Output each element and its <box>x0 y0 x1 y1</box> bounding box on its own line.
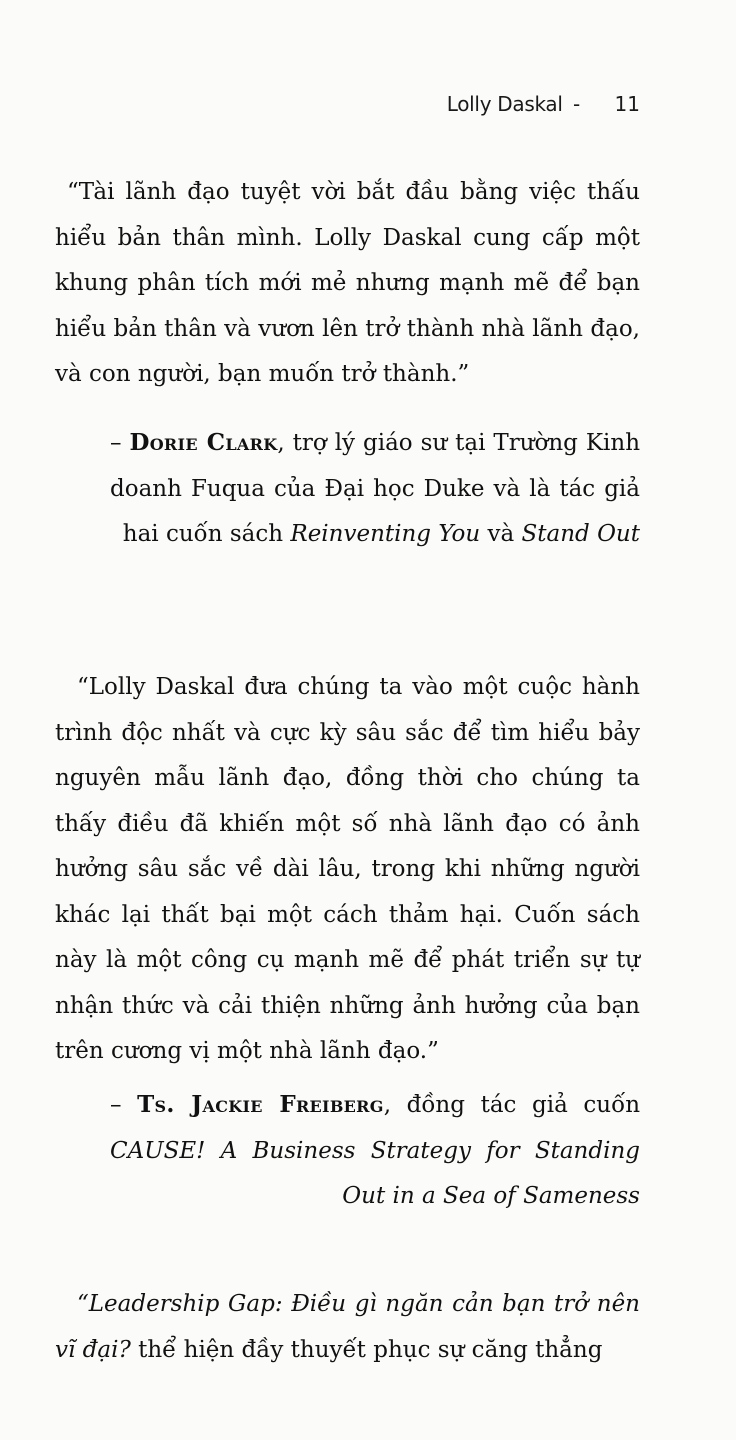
endorser-description: , đồng tác giả cuốn <box>383 1092 641 1118</box>
book-title: CAUSE! A Business Strategy for Standing Out in a Sea of Sameness <box>110 1137 640 1209</box>
book-title: Stand Out <box>521 521 640 547</box>
endorser-description: , trợ lý giáo sư tại Trường Kinh doanh Fuqua của Đại học Duke và là tác giả hai cuốn sách <box>110 430 641 547</box>
page-number: 11 <box>614 92 640 116</box>
header-separator: - <box>572 92 581 116</box>
book-title: “Leadership Gap: Điều gì ngăn cản bạn trở nên vĩ đại? <box>55 1291 640 1363</box>
endorsement-quote-1: “Tài lãnh đạo tuyệt vời bắt đầu bằng việc thấu hiểu bản thân mình. Lolly Daskal cung cấp một khung phân tích mới mẻ nhưng mạnh mẽ để bạn hiểu bản thân và vươn lên trở thành nhà lãnh đạo, và con người, bạn muốn trở thành.” <box>55 179 640 387</box>
book-title: Reinventing You <box>290 521 481 547</box>
endorsement-quote-3 <box>55 1282 640 1373</box>
attribution-dash: – <box>110 1092 138 1118</box>
conjunction: và <box>480 521 522 547</box>
running-header <box>0 92 640 116</box>
quote-text: thể hiện đầy thuyết phục sự căng thẳng <box>130 1336 603 1363</box>
endorsement-attribution-1 <box>110 420 640 558</box>
endorser-name: Dorie Clark <box>129 429 278 456</box>
endorsement-quote-2: “Lolly Daskal đưa chúng ta vào một cuộc hành trình độc nhất và cực kỳ sâu sắc để tìm hiểu bảy nguyên mẫu lãnh đạo, đồng thời cho chúng ta thấy điều đã khiến một số nhà lãnh đạo có ảnh hưởng sâu sắc về dài lâu, trong khi những người khác lại thất bại một cách thảm hại. Cuốn sách này là một công cụ mạnh mẽ để phát triển sự tự nhận thức và cải thiện những ảnh hưởng của bạn trên cương vị một nhà lãnh đạo.” <box>55 674 640 1064</box>
endorsement-attribution-2 <box>110 1082 640 1220</box>
attribution-dash: – <box>110 430 130 456</box>
endorser-name: Ts. Jackie Freiberg <box>137 1091 384 1118</box>
header-author: Lolly Daskal <box>446 92 563 116</box>
